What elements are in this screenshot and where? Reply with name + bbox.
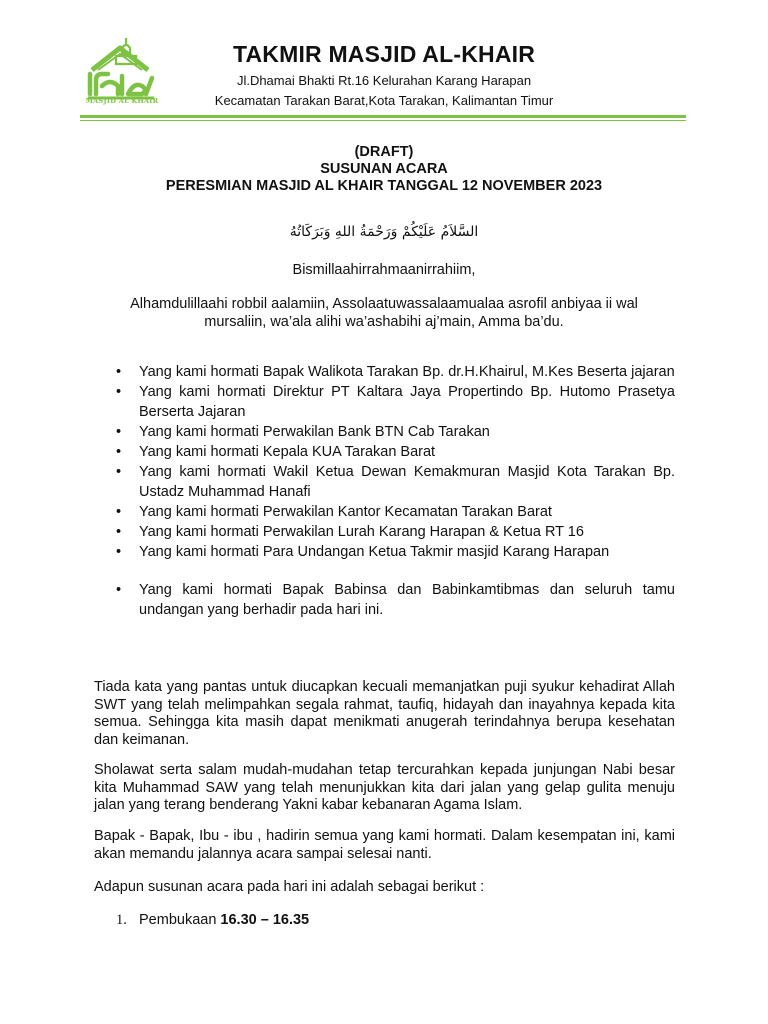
- list-item-text: Yang kami hormati Direktur PT Kaltara Jaya Propertindo Bp. Hutomo Prasetya Berserta Jajaran: [139, 384, 675, 420]
- arabic-greeting: السَّلاَمُ عَلَيْكُمْ وَرَحْمَةُ اللهِ وَبَرَكَاتُهُ: [289, 224, 479, 240]
- agenda-label: Pembukaan: [139, 912, 217, 928]
- bullet-icon: •: [116, 544, 122, 560]
- list-item: [94, 362, 675, 382]
- list-item: [94, 422, 675, 442]
- list-item-text: Yang kami hormati Kepala KUA Tarakan Barat: [139, 444, 436, 460]
- list-item: [94, 522, 675, 542]
- bullet-icon: •: [116, 444, 122, 460]
- document-subtitle: PERESMIAN MASJID AL KHAIR TANGGAL 12 NOVEMBER 2023: [165, 178, 603, 194]
- bullet-icon: •: [116, 384, 122, 400]
- bullet-icon: •: [116, 424, 122, 440]
- paragraph-greeting: Bapak - Bapak, Ibu - ibu , hadirin semua yang kami hormati. Dalam kesempatan ini, kami akan memandu jalannya acara sampai selesai nanti.: [94, 828, 675, 862]
- agenda-number: 1.: [116, 912, 127, 928]
- invitee-list: [94, 362, 675, 620]
- opening-line-1: Alhamdulillaahi robbil aalamiin, Assolaatuwassalaamualaa asrofil anbiyaa ii wal: [130, 296, 638, 312]
- agenda-time: 16.30 – 16.35: [220, 912, 310, 928]
- document-title: SUSUNAN ACARA: [320, 161, 448, 177]
- bullet-icon: •: [116, 582, 122, 598]
- list-item: [94, 502, 675, 522]
- bullet-icon: •: [116, 364, 122, 380]
- list-item: [94, 462, 675, 502]
- list-item: [94, 442, 675, 462]
- logo-caption: MASJID AL KHAIR: [85, 97, 159, 105]
- list-item-text: Yang kami hormati Perwakilan Bank BTN Cab Tarakan: [139, 424, 490, 440]
- bullet-icon: •: [116, 504, 122, 520]
- bullet-icon: •: [116, 524, 122, 540]
- paragraph-gratitude: Tiada kata yang pantas untuk diucapkan kecuali memanjatkan puji syukur kehadirat Allah SWT yang telah melimpahkan segala rahmat, taufiq, hidayah dan inayahnya kepada kita semua. Sehingga kita masih dapat menikmati anugerah terindahnya berupa kesehatan dan keimanan.: [94, 679, 675, 748]
- list-item: [94, 382, 675, 422]
- list-item-text: Yang kami hormati Perwakilan Lurah Karang Harapan & Ketua RT 16: [139, 524, 584, 540]
- address-line-1: Jl.Dhamai Bhakti Rt.16 Kelurahan Karang Harapan: [236, 73, 532, 88]
- paragraph-sholawat: Sholawat serta salam mudah-mudahan tetap tercurahkan kepada junjungan Nabi besar kita Muhammad SAW yang telah menunjukkan kita dari jalan yang gelap gulita menuju jalan yang terang benderang Yakni kabar kebanaran Agama Islam.: [94, 762, 675, 813]
- paragraph-agenda-intro: Adapun susunan acara pada hari ini adalah sebagai berikut :: [94, 879, 485, 895]
- opening-line-2: mursaliin, wa’ala alihi wa’ashabihi aj’main, Amma ba’du.: [204, 314, 564, 330]
- address-line-2: Kecamatan Tarakan Barat,Kota Tarakan, Kalimantan Timur: [214, 93, 554, 108]
- organization-title: TAKMIR MASJID AL-KHAIR: [232, 41, 536, 67]
- list-item: [94, 542, 675, 562]
- bismillah-line: Bismillaahirrahmaanirrahiim,: [292, 262, 476, 278]
- bullet-icon: •: [116, 464, 122, 480]
- draft-label: (DRAFT): [354, 144, 414, 160]
- list-item: [94, 580, 675, 620]
- list-item-text: Yang kami hormati Para Undangan Ketua Takmir masjid Karang Harapan: [139, 544, 610, 560]
- list-item-text: Yang kami hormati Perwakilan Kantor Kecamatan Tarakan Barat: [139, 504, 552, 520]
- header-divider-thick: [80, 115, 686, 118]
- list-item-text: Yang kami hormati Bapak Babinsa dan Babinkamtibmas dan seluruh tamu undangan yang berhadir pada hari ini.: [139, 582, 675, 618]
- list-item-text: Yang kami hormati Bapak Walikota Tarakan Bp. dr.H.Khairul, M.Kes Beserta jajaran: [139, 364, 675, 380]
- list-item-text: Yang kami hormati Wakil Ketua Dewan Kemakmuran Masjid Kota Tarakan Bp. Ustadz Muhammad Hanafi: [139, 464, 675, 500]
- header-divider-thin: [80, 120, 686, 121]
